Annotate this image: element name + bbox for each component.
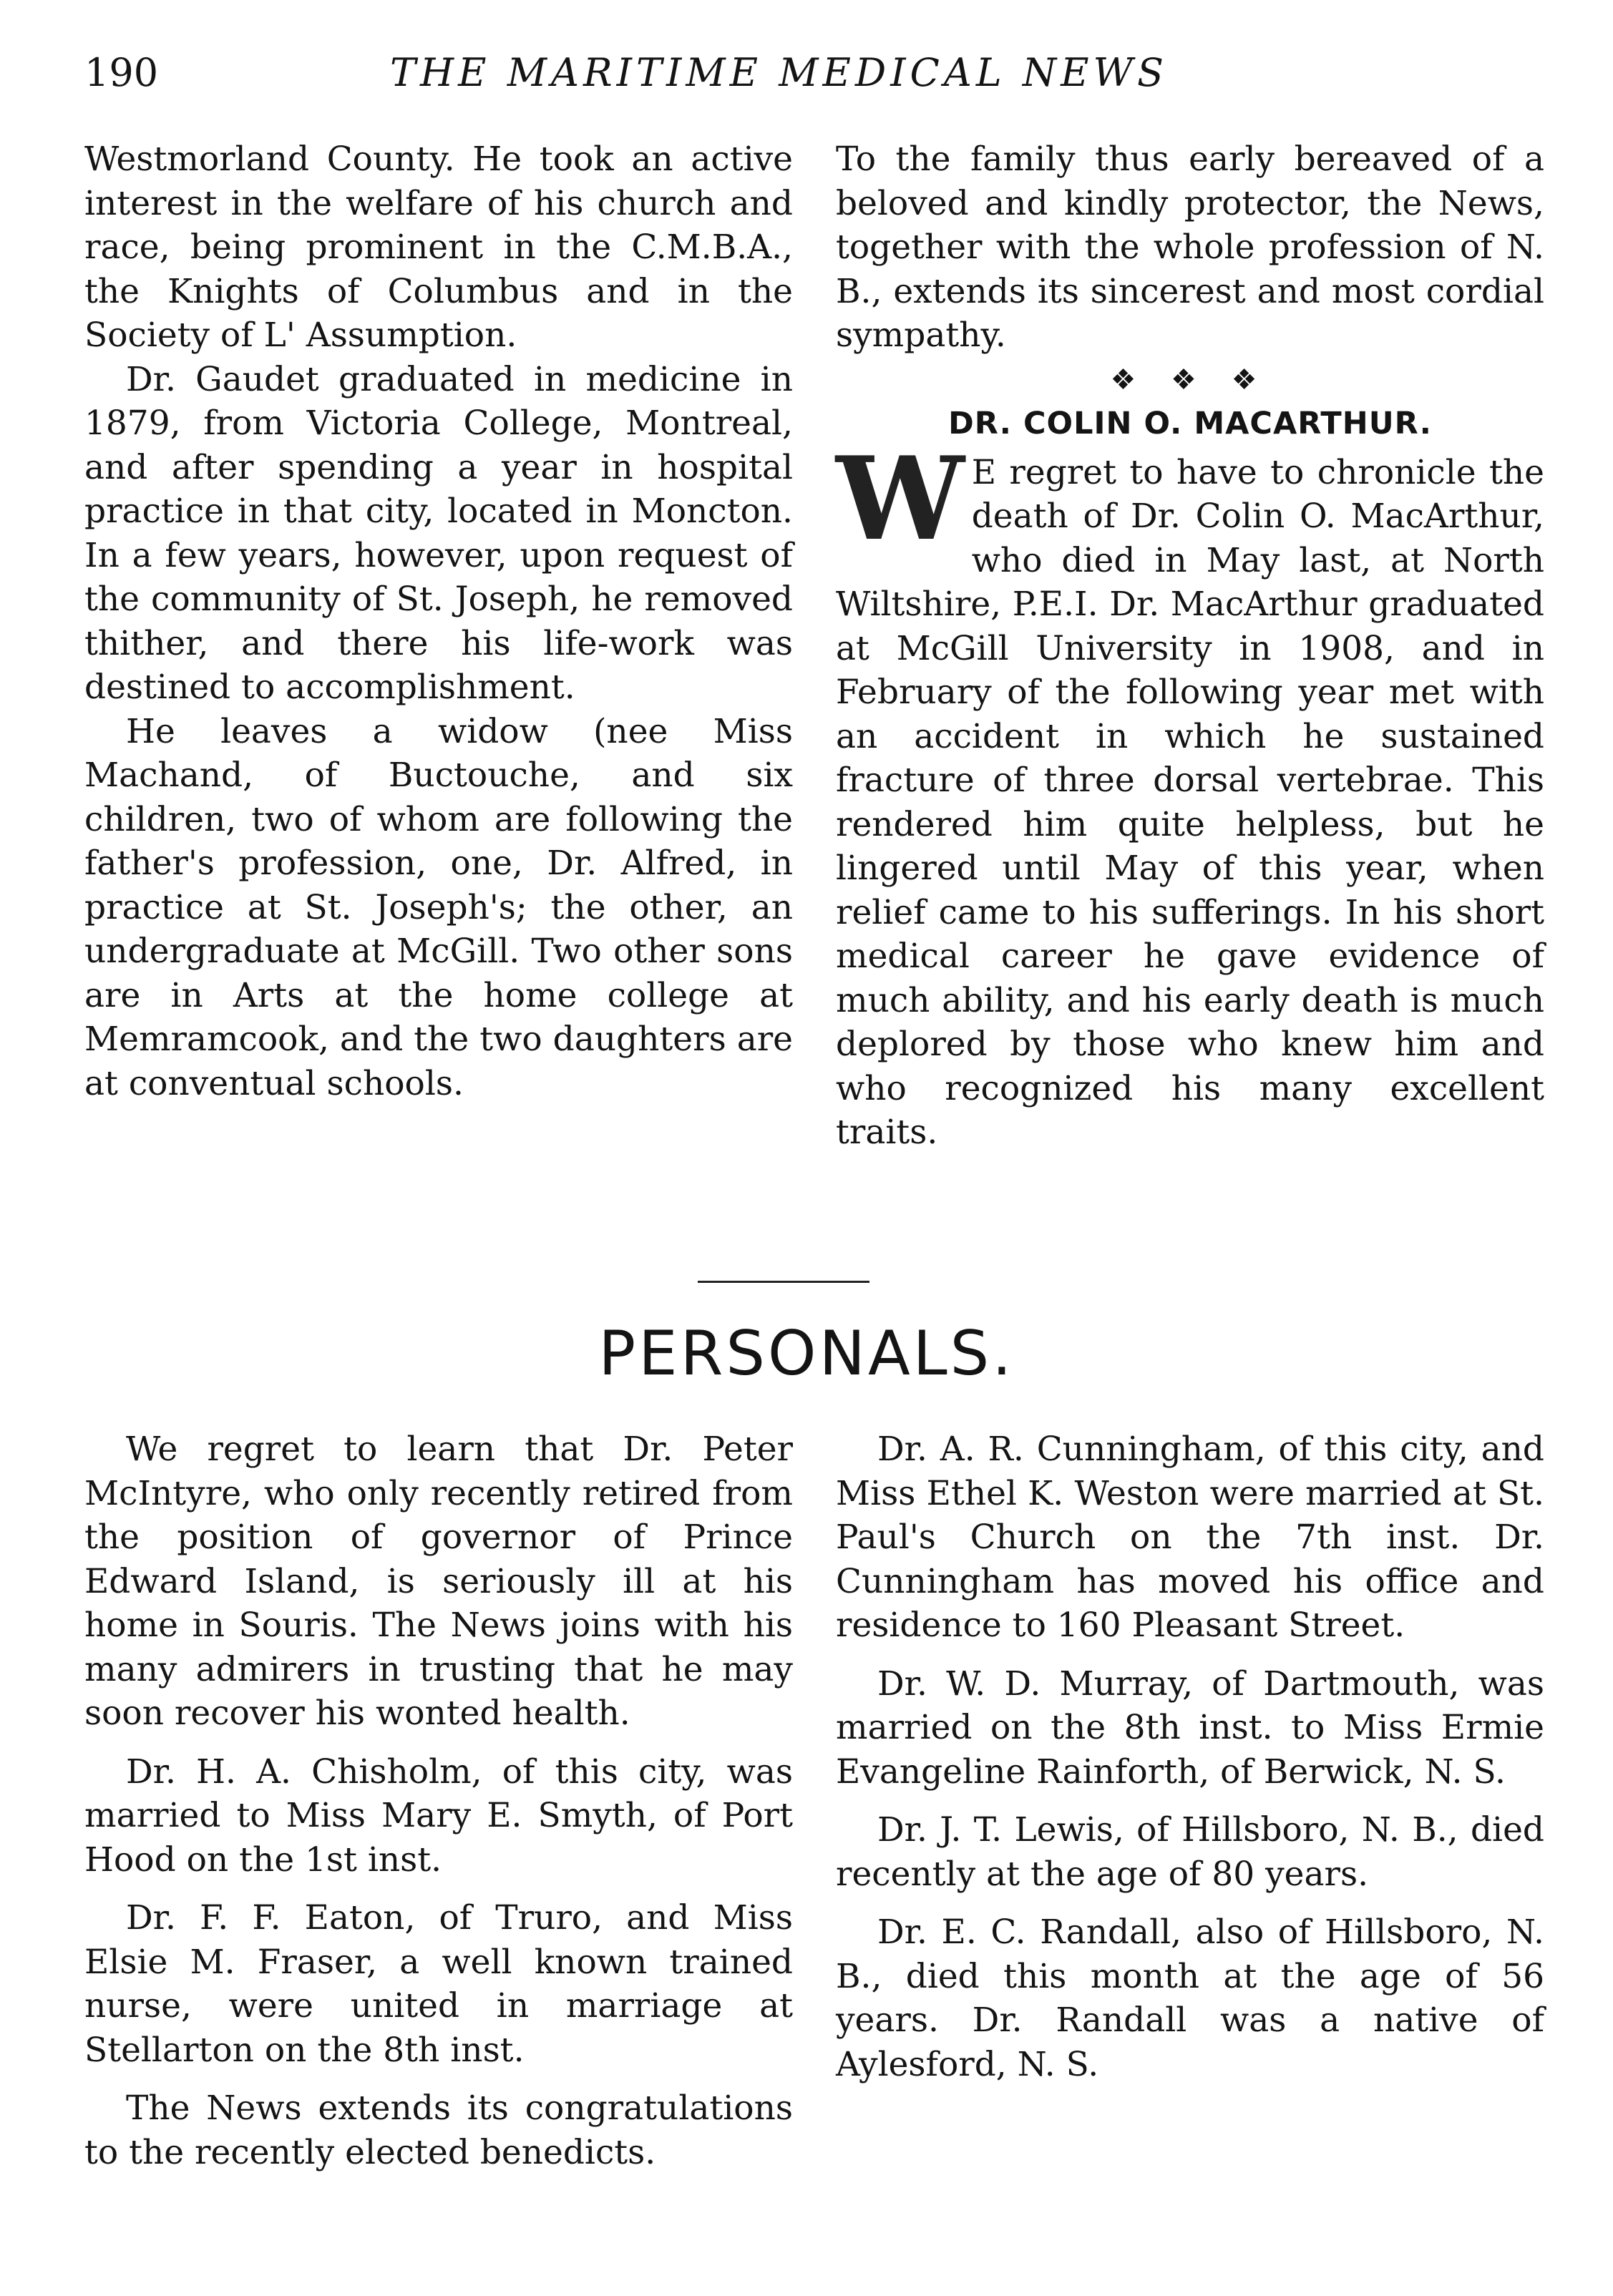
top-left-column (84, 137, 793, 1105)
obituary-continuation-paragraph: Westmorland County. He took an active interest in the welfare of his church and race, being prominent in the C.M.B.A., the Knights of Columbus and in the Society of L' Assumption. (84, 140, 793, 355)
personal-item: The News extends its congratulations to the recently elected benedicts. (84, 2089, 793, 2172)
personals-right-column (836, 1427, 1544, 2086)
personal-item: Dr. A. R. Cunningham, of this city, and Miss Ethel K. Weston were married at St. Paul's Church on the 7th inst. Dr. Cunningham has moved his office and residence to 160 Pleasant Street. (836, 1430, 1544, 1645)
ornament-divider: ❖ ❖ ❖ (1110, 363, 1270, 396)
page-number: 190 (84, 50, 159, 95)
personal-item: Dr. W. D. Murray, of Dartmouth, was married on the 8th inst. to Miss Ermie Evangeline Rainforth, of Berwick, N. S. (836, 1664, 1544, 1792)
obituary-family-paragraph: He leaves a widow (nee Miss Machand, of Buctouche, and six children, two of whom are following the father's profession, one, Dr. Alfred, in practice at St. Joseph's; the other, an undergraduate at McGill. Two other sons are in Arts at the home college at Memramcook, and the two daughters are at conventual schools. (84, 711, 793, 1103)
personals-left-column (84, 1427, 793, 2174)
obituary-heading: DR. COLIN O. MACARTHUR. (948, 405, 1432, 441)
personal-item: Dr. F. F. Eaton, of Truro, and Miss Elsie M. Fraser, a well known trained nurse, were united in marriage at Stellarton on the 8th inst. (84, 1898, 793, 2070)
top-right-column (836, 137, 1544, 1155)
obituary-education-paragraph: Dr. Gaudet graduated in medicine in 1879, from Victoria College, Montreal, and after spending a year in hospital practice in that city, located in Moncton. In a few years, however, upon request of the community of St. Joseph, he removed thither, and there his life-work was destined to accomplishment. (84, 359, 793, 707)
section-divider-rule (698, 1281, 869, 1283)
obituary-paragraph (836, 431, 1544, 1155)
personal-item: Dr. E. C. Randall, also of Hillsboro, N. B., died this month at the age of 56 years. Dr. Randall was a native of Aylesford, N. S. (836, 1912, 1544, 2084)
personal-item: Dr. J. T. Lewis, of Hillsboro, N. B., died recently at the age of 80 years. (836, 1810, 1544, 1894)
personal-item: We regret to learn that Dr. Peter McIntyre, who only recently retired from the position of governor of Prince Edward Island, is seriously ill at his home in Souris. The News joins with his many admirers in trusting that he may soon recover his wonted health. (84, 1430, 793, 1733)
personals-heading: PERSONALS. (598, 1318, 1015, 1389)
personal-item: Dr. H. A. Chisholm, of this city, was married to Miss Mary E. Smyth, of Port Hood on the 1st inst. (84, 1752, 793, 1880)
journal-title: THE MARITIME MEDICAL NEWS (390, 50, 1169, 95)
sympathy-paragraph: To the family thus early bereaved of a beloved and kindly protector, the News, together with the whole profession of N. B., extends its sincerest and most cordial sympathy. (836, 140, 1544, 355)
drop-cap: W (836, 431, 965, 566)
obituary-text: E regret to have to chronicle the death of Dr. Colin O. MacArthur, who died in May last, at North Wiltshire, P.E.I. Dr. MacArthur graduated at McGill University in 1908, and in February of the following year met with an accident in which he sustained fracture of three dorsal vertebrae. This rendered him quite helpless, but he lingered until May of this year, when relief came to his sufferings. In his short medical career he gave evidence of much ability, and his early death is much deplored by those who knew him and who recognized his many excellent traits. (836, 452, 1544, 1152)
